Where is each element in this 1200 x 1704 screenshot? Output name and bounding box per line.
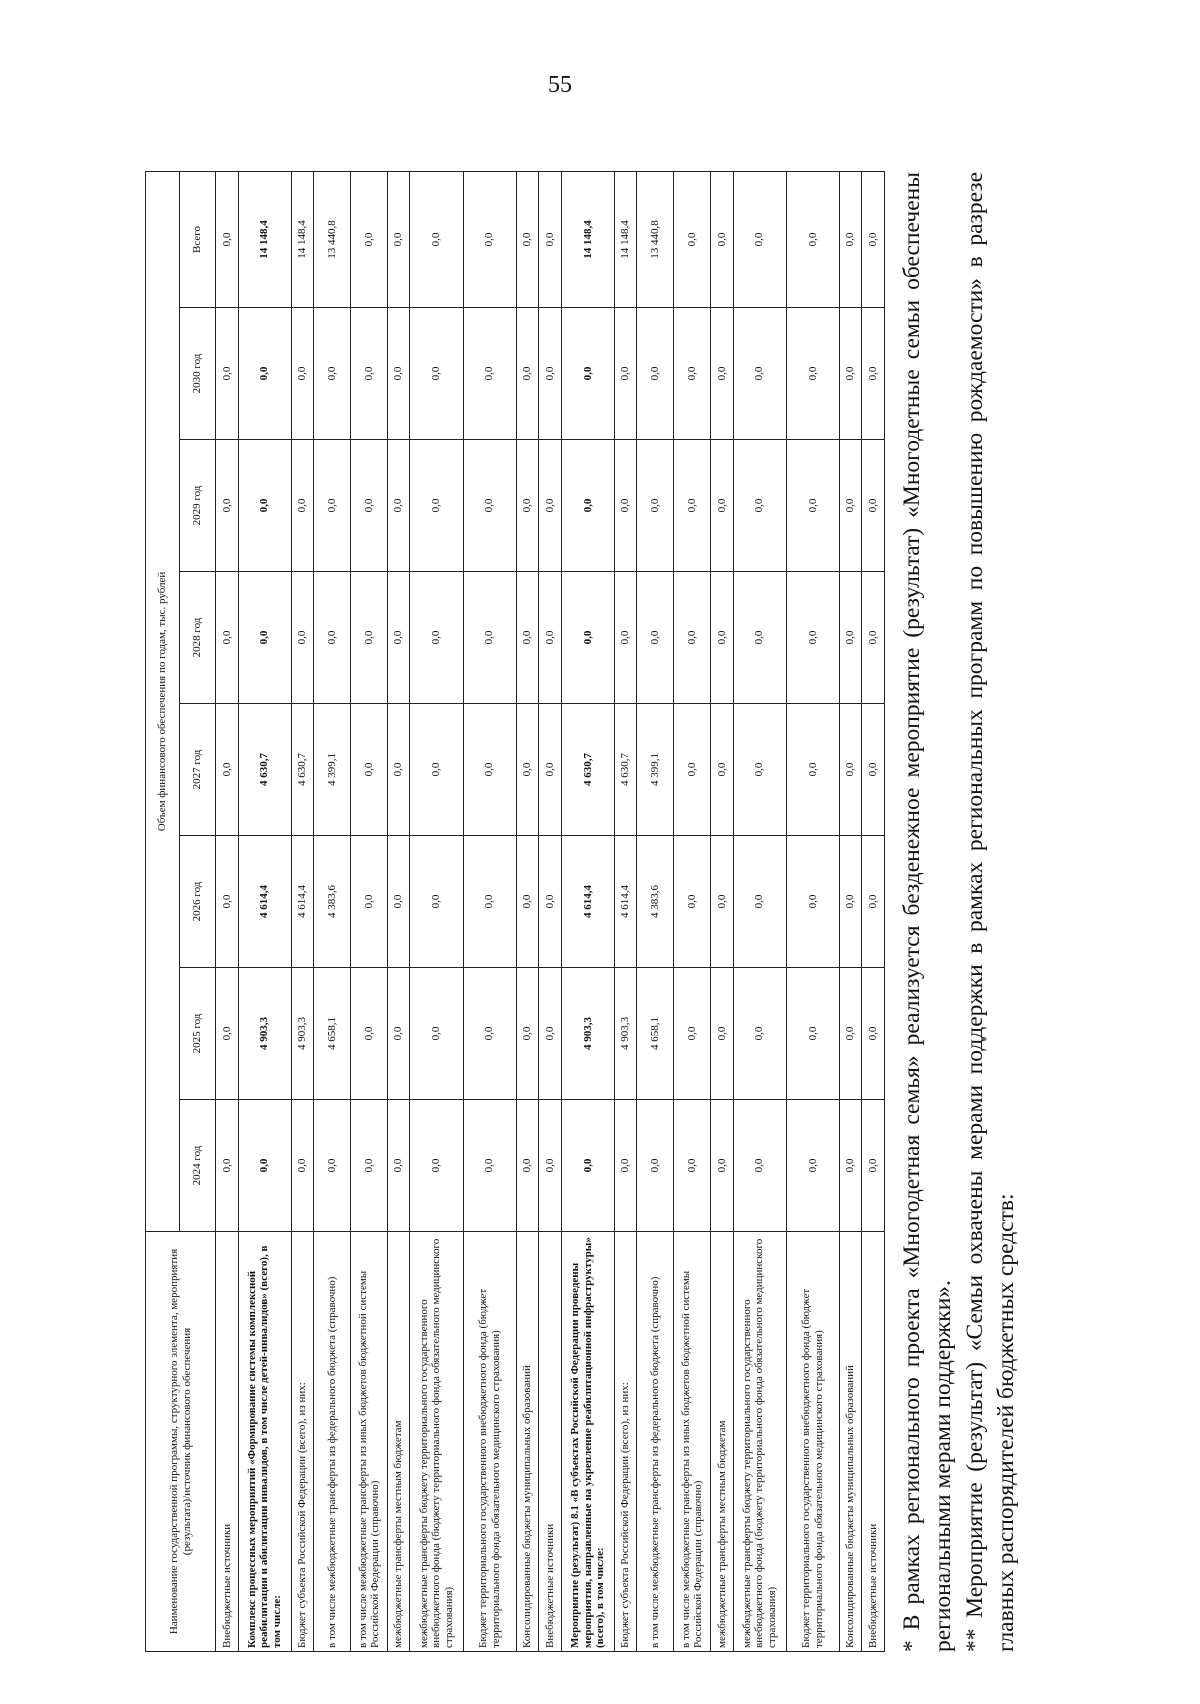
value-cell: 0,0 xyxy=(839,572,862,704)
value-cell: 0,0 xyxy=(839,171,862,307)
value-cell: 4 630,7 xyxy=(614,704,637,836)
value-cell: 0,0 xyxy=(463,171,516,307)
value-cell: 0,0 xyxy=(516,440,539,572)
value-cell: 0,0 xyxy=(733,171,786,307)
value-cell: 0,0 xyxy=(291,308,314,440)
value-cell: 4 614,4 xyxy=(238,836,291,968)
value-cell: 0,0 xyxy=(711,440,734,572)
row-label: Внебюджетные источники xyxy=(539,1232,562,1652)
row-label: межбюджетные трансферты бюджету территориального государственного внебюджетного фонда (бюджету территориального фонда обязательного медицинского страхования) xyxy=(733,1232,786,1652)
value-cell: 0,0 xyxy=(733,572,786,704)
value-cell: 0,0 xyxy=(539,572,562,704)
value-cell: 0,0 xyxy=(351,308,388,440)
value-cell: 0,0 xyxy=(516,704,539,836)
value-cell: 0,0 xyxy=(862,572,885,704)
row-label: межбюджетные трансферты местным бюджетам xyxy=(387,1232,410,1652)
value-cell: 0,0 xyxy=(238,440,291,572)
table-row xyxy=(862,171,885,1651)
value-cell: 0,0 xyxy=(463,704,516,836)
value-cell: 14 148,4 xyxy=(561,171,614,307)
value-cell: 0,0 xyxy=(216,968,239,1100)
value-cell: 0,0 xyxy=(839,968,862,1100)
footnote-2: ** Мероприятие (результат) «Семьи охвачены мерами поддержки в рамках региональных программ по повышению рождаемости» в разрезе главных распорядителей бюджетных средств: xyxy=(961,172,1019,1652)
table-body xyxy=(216,171,885,1651)
value-cell: 0,0 xyxy=(711,704,734,836)
table-row xyxy=(839,171,862,1651)
row-label: Внебюджетные источники xyxy=(862,1232,885,1652)
value-cell: 4 630,7 xyxy=(561,704,614,836)
value-cell: 0,0 xyxy=(539,171,562,307)
row-label: в том числе межбюджетные трансферты из иных бюджетов бюджетной системы Российской Федерации (справочно) xyxy=(674,1232,711,1652)
value-cell: 0,0 xyxy=(216,308,239,440)
row-label: Бюджет территориального государственного внебюджетного фонда (бюджет территориального фонда обязательного медицинского страхования) xyxy=(463,1232,516,1652)
year-header: Всего xyxy=(180,171,216,307)
value-cell: 0,0 xyxy=(733,836,786,968)
value-cell: 0,0 xyxy=(351,836,388,968)
value-cell: 0,0 xyxy=(711,171,734,307)
value-cell: 0,0 xyxy=(614,572,637,704)
value-cell: 0,0 xyxy=(733,308,786,440)
value-cell: 4 903,3 xyxy=(614,968,637,1100)
value-cell: 0,0 xyxy=(711,968,734,1100)
value-cell: 4 399,1 xyxy=(314,704,351,836)
value-cell: 0,0 xyxy=(839,440,862,572)
value-cell: 0,0 xyxy=(463,572,516,704)
row-label: Бюджет территориального государственного внебюджетного фонда (бюджет территориального фонда обязательного медицинского страхования) xyxy=(786,1232,839,1652)
value-cell: 4 614,4 xyxy=(614,836,637,968)
value-cell: 0,0 xyxy=(463,440,516,572)
table-row xyxy=(516,171,539,1651)
value-cell: 0,0 xyxy=(410,440,463,572)
value-cell: 0,0 xyxy=(711,836,734,968)
value-cell: 0,0 xyxy=(733,704,786,836)
value-cell: 0,0 xyxy=(387,308,410,440)
value-cell: 0,0 xyxy=(216,704,239,836)
value-cell: 0,0 xyxy=(351,704,388,836)
table-row xyxy=(539,171,562,1651)
value-cell: 0,0 xyxy=(561,308,614,440)
value-cell: 0,0 xyxy=(539,704,562,836)
value-cell: 0,0 xyxy=(614,308,637,440)
table-row xyxy=(561,171,614,1651)
value-cell: 0,0 xyxy=(539,308,562,440)
funding-group-header: Объем финансового обеспечения по годам, тыс. рублей xyxy=(146,171,180,1231)
value-cell: 0,0 xyxy=(862,308,885,440)
value-cell: 0,0 xyxy=(351,968,388,1100)
footnotes xyxy=(897,172,1022,1652)
year-header: 2025 год xyxy=(180,968,216,1100)
value-cell: 0,0 xyxy=(614,1100,637,1232)
year-header: 2028 год xyxy=(180,572,216,704)
row-label: в том числе межбюджетные трансферты из федерального бюджета (справочно) xyxy=(314,1232,351,1652)
value-cell: 0,0 xyxy=(711,572,734,704)
year-header: 2030 год xyxy=(180,308,216,440)
value-cell: 0,0 xyxy=(839,704,862,836)
value-cell: 0,0 xyxy=(238,572,291,704)
year-header: 2026 год xyxy=(180,836,216,968)
value-cell: 0,0 xyxy=(862,440,885,572)
value-cell: 0,0 xyxy=(561,440,614,572)
value-cell: 0,0 xyxy=(862,968,885,1100)
table-row xyxy=(291,171,314,1651)
value-cell: 0,0 xyxy=(786,440,839,572)
value-cell: 0,0 xyxy=(711,1100,734,1232)
page-number: 55 xyxy=(548,72,572,98)
value-cell: 0,0 xyxy=(674,1100,711,1232)
value-cell: 0,0 xyxy=(561,1100,614,1232)
value-cell: 0,0 xyxy=(637,1100,674,1232)
value-cell: 0,0 xyxy=(674,968,711,1100)
value-cell: 0,0 xyxy=(410,968,463,1100)
row-label: Консолидированные бюджеты муниципальных образований xyxy=(839,1232,862,1652)
value-cell: 4 630,7 xyxy=(291,704,314,836)
value-cell: 0,0 xyxy=(674,308,711,440)
value-cell: 0,0 xyxy=(463,308,516,440)
value-cell: 0,0 xyxy=(410,171,463,307)
value-cell: 4 903,3 xyxy=(291,968,314,1100)
value-cell: 0,0 xyxy=(387,171,410,307)
value-cell: 0,0 xyxy=(216,171,239,307)
value-cell: 0,0 xyxy=(839,308,862,440)
value-cell: 14 148,4 xyxy=(238,171,291,307)
value-cell: 0,0 xyxy=(674,704,711,836)
value-cell: 0,0 xyxy=(216,1100,239,1232)
value-cell: 13 440,8 xyxy=(314,171,351,307)
table-row xyxy=(463,171,516,1651)
value-cell: 0,0 xyxy=(516,968,539,1100)
value-cell: 0,0 xyxy=(291,572,314,704)
value-cell: 0,0 xyxy=(637,308,674,440)
value-cell: 0,0 xyxy=(351,1100,388,1232)
value-cell: 14 148,4 xyxy=(291,171,314,307)
value-cell: 4 658,1 xyxy=(314,968,351,1100)
table-row xyxy=(314,171,351,1651)
value-cell: 0,0 xyxy=(862,1100,885,1232)
table-row xyxy=(786,171,839,1651)
table-row xyxy=(216,171,239,1651)
value-cell: 0,0 xyxy=(387,440,410,572)
value-cell: 0,0 xyxy=(786,968,839,1100)
table-row xyxy=(410,171,463,1651)
row-label: межбюджетные трансферты бюджету территориального государственного внебюджетного фонда (бюджету территориального фонда обязательного медицинского страхования) xyxy=(410,1232,463,1652)
footnote-1: * В рамках регионального проекта «Многодетная семья» реализуется безденежное мероприятие (результат) «Многодетные семьи обеспечены региональными мерами поддержки». xyxy=(899,172,957,1652)
value-cell: 0,0 xyxy=(786,171,839,307)
value-cell: 0,0 xyxy=(786,1100,839,1232)
value-cell: 0,0 xyxy=(516,308,539,440)
row-label: Бюджет субъекта Российской Федерации (всего), из них: xyxy=(291,1232,314,1652)
value-cell: 0,0 xyxy=(314,440,351,572)
value-cell: 0,0 xyxy=(387,704,410,836)
value-cell: 4 399,1 xyxy=(637,704,674,836)
value-cell: 0,0 xyxy=(387,1100,410,1232)
value-cell: 0,0 xyxy=(862,704,885,836)
value-cell: 0,0 xyxy=(674,171,711,307)
value-cell: 0,0 xyxy=(614,440,637,572)
value-cell: 0,0 xyxy=(516,572,539,704)
value-cell: 0,0 xyxy=(786,308,839,440)
value-cell: 0,0 xyxy=(314,572,351,704)
value-cell: 0,0 xyxy=(463,968,516,1100)
value-cell: 0,0 xyxy=(674,440,711,572)
value-cell: 0,0 xyxy=(839,1100,862,1232)
name-column-header: Наименование государственной программы, структурного элемента, мероприятия (результата)/источник финансового обеспечения xyxy=(146,1232,216,1652)
value-cell: 0,0 xyxy=(637,440,674,572)
row-label: Внебюджетные источники xyxy=(216,1232,239,1652)
value-cell: 4 658,1 xyxy=(637,968,674,1100)
value-cell: 0,0 xyxy=(463,836,516,968)
value-cell: 0,0 xyxy=(516,171,539,307)
year-header: 2029 год xyxy=(180,440,216,572)
value-cell: 0,0 xyxy=(711,308,734,440)
row-label: межбюджетные трансферты местным бюджетам xyxy=(711,1232,734,1652)
value-cell: 0,0 xyxy=(314,1100,351,1232)
value-cell: 0,0 xyxy=(862,171,885,307)
table-row xyxy=(238,171,291,1651)
value-cell: 0,0 xyxy=(637,572,674,704)
value-cell: 0,0 xyxy=(216,572,239,704)
row-label: в том числе межбюджетные трансферты из иных бюджетов бюджетной системы Российской Федерации (справочно) xyxy=(351,1232,388,1652)
value-cell: 4 903,3 xyxy=(561,968,614,1100)
value-cell: 4 383,6 xyxy=(637,836,674,968)
value-cell: 0,0 xyxy=(733,968,786,1100)
value-cell: 0,0 xyxy=(410,572,463,704)
value-cell: 0,0 xyxy=(387,572,410,704)
year-header: 2027 год xyxy=(180,704,216,836)
value-cell: 0,0 xyxy=(216,836,239,968)
value-cell: 0,0 xyxy=(410,1100,463,1232)
value-cell: 0,0 xyxy=(786,836,839,968)
table-row xyxy=(387,171,410,1651)
value-cell: 0,0 xyxy=(291,440,314,572)
value-cell: 0,0 xyxy=(539,1100,562,1232)
table-row xyxy=(351,171,388,1651)
value-cell: 0,0 xyxy=(238,308,291,440)
value-cell: 0,0 xyxy=(839,836,862,968)
value-cell: 4 614,4 xyxy=(561,836,614,968)
value-cell: 0,0 xyxy=(463,1100,516,1232)
row-label: Мероприятие (результат) 8.1 «В субъектах Российской Федерации проведены мероприятия, направленные на укрепление реабилитационной инфраструктуры» (всего), в том числе: xyxy=(561,1232,614,1652)
value-cell: 0,0 xyxy=(351,171,388,307)
value-cell: 13 440,8 xyxy=(637,171,674,307)
value-cell: 0,0 xyxy=(862,836,885,968)
value-cell: 0,0 xyxy=(733,440,786,572)
rotated-landscape-content xyxy=(145,152,1045,1652)
table-row xyxy=(614,171,637,1651)
value-cell: 0,0 xyxy=(786,572,839,704)
value-cell: 4 630,7 xyxy=(238,704,291,836)
value-cell: 4 614,4 xyxy=(291,836,314,968)
value-cell: 0,0 xyxy=(216,440,239,572)
value-cell: 0,0 xyxy=(539,836,562,968)
value-cell: 0,0 xyxy=(387,836,410,968)
value-cell: 0,0 xyxy=(238,1100,291,1232)
value-cell: 0,0 xyxy=(314,308,351,440)
table-row xyxy=(733,171,786,1651)
value-cell: 0,0 xyxy=(539,440,562,572)
table-row xyxy=(674,171,711,1651)
value-cell: 0,0 xyxy=(539,968,562,1100)
value-cell: 0,0 xyxy=(674,572,711,704)
value-cell: 0,0 xyxy=(786,704,839,836)
year-header: 2024 год xyxy=(180,1100,216,1232)
row-label: Консолидированные бюджеты муниципальных образований xyxy=(516,1232,539,1652)
value-cell: 0,0 xyxy=(674,836,711,968)
value-cell: 0,0 xyxy=(733,1100,786,1232)
value-cell: 0,0 xyxy=(351,572,388,704)
row-label: Комплекс процессных мероприятий «Формирование системы комплексной реабилитации и абилитации инвалидов, в том числе детей-инвалидов» (всего), в том числе: xyxy=(238,1232,291,1652)
table-row xyxy=(637,171,674,1651)
row-label: в том числе межбюджетные трансферты из федерального бюджета (справочно) xyxy=(637,1232,674,1652)
value-cell: 4 903,3 xyxy=(238,968,291,1100)
value-cell: 14 148,4 xyxy=(614,171,637,307)
value-cell: 0,0 xyxy=(291,1100,314,1232)
value-cell: 0,0 xyxy=(561,572,614,704)
value-cell: 0,0 xyxy=(516,836,539,968)
table-row xyxy=(711,171,734,1651)
value-cell: 0,0 xyxy=(410,836,463,968)
financing-table xyxy=(145,171,885,1652)
value-cell: 4 383,6 xyxy=(314,836,351,968)
row-label: Бюджет субъекта Российской Федерации (всего), из них: xyxy=(614,1232,637,1652)
value-cell: 0,0 xyxy=(410,308,463,440)
value-cell: 0,0 xyxy=(410,704,463,836)
value-cell: 0,0 xyxy=(351,440,388,572)
value-cell: 0,0 xyxy=(516,1100,539,1232)
value-cell: 0,0 xyxy=(387,968,410,1100)
